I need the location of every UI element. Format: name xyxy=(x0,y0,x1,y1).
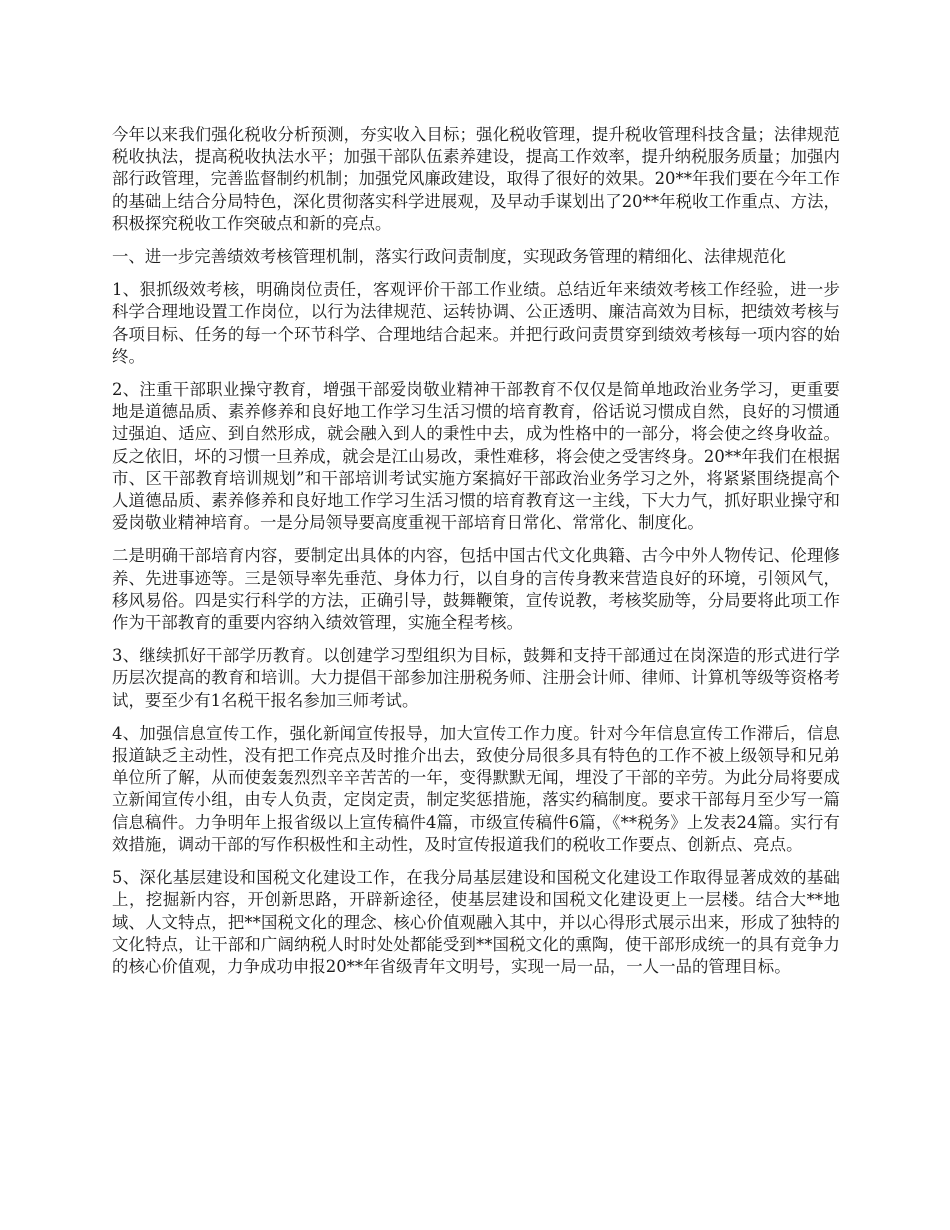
paragraph-item-1: 1、狠抓级效考核，明确岗位责任，客观评价干部工作业绩。总结近年来绩效考核工作经验，进一步科学合理地设置工作岗位，以行为法律规范、运转协调、公正透明、廉洁高效为目标，把绩效考核与各项目标、任务的每一个环节科学、合理地结合起来。并把行政问责贯穿到绩效考核每一项内容的始终。 xyxy=(112,280,840,366)
document-body xyxy=(112,124,840,989)
paragraph-intro: 今年以来我们强化税收分析预测，夯实收入目标；强化税收管理，提升税收管理科技含量；法律规范税收执法，提高税收执法水平；加强干部队伍素养建设，提高工作效率，提升纳税服务质量；加强内部行政管理，完善监督制约机制；加强党风廉政建设，取得了很好的效果。20**年我们要在今年工作的基础上结合分局特色，深化贯彻落实科学进展观，及早动手谋划出了20**年税收工作重点、方法，积极探究税收工作突破点和新的亮点。 xyxy=(112,125,840,233)
paragraph-item-5: 5、深化基层建设和国税文化建设工作，在我分局基层建设和国税文化建设工作取得显著成效的基础上，挖掘新内容，开创新思路，开辟新途径，使基层建设和国税文化建设更上一层楼。结合大**地域、人文特点，把**国税文化的理念、核心价值观融入其中，并以心得形式展示出来，形成了独特的文化特点，让干部和广阔纳税人时时处处都能受到**国税文化的熏陶，使干部形成统一的具有竞争力的核心价值观，力争成功申报20**年省级青年文明号，实现一局一品，一人一品的管理目标。 xyxy=(112,868,840,976)
paragraph-item-4: 4、加强信息宣传工作，强化新闻宣传报导，加大宣传工作力度。针对今年信息宣传工作滞后，信息报道缺乏主动性，没有把工作亮点及时推介出去，致使分局很多具有特色的工作不被上级领导和兄弟单位所了解，从而使轰轰烈烈辛辛苦苦的一年，变得默默无闻，埋没了干部的辛劳。为此分局将要成立新闻宣传小组，由专人负责，定岗定责，制定奖惩措施，落实约稿制度。要求干部每月至少写一篇信息稿件。力争明年上报省级以上宣传稿件4篇，市级宣传稿件6篇，《**税务》上发表24篇。实行有效措施，调动干部的写作积极性和主动性，及时宣传报道我们的税收工作要点、创新点、亮点。 xyxy=(112,723,840,854)
paragraph-item-2-continued: 二是明确干部培育内容，要制定出具体的内容，包括中国古代文化典籍、古今中外人物传记、伦理修养、先进事迹等。三是领导率先垂范、身体力行，以自身的言传身教来营造良好的环境，引领风气，移风易俗。四是实行科学的方法，正确引导，鼓舞鞭策，宣传说教，考核奖励等，分局要将此项工作作为干部教育的重要内容纳入绩效管理，实施全程考核。 xyxy=(112,546,840,633)
paragraph-item-3: 3、继续抓好干部学历教育。以创建学习型组织为目标，鼓舞和支持干部通过在岗深造的形式进行学历层次提高的教育和培训。大力提倡干部参加注册税务师、注册会计师、律师、计算机等级等资格考试，要至少有1名税干报名参加三师考试。 xyxy=(112,646,840,710)
section-heading-1: 一、进一步完善绩效考核管理机制，落实行政问责制度，实现政务管理的精细化、法律规范化 xyxy=(112,247,787,267)
paragraph-item-2: 2、注重干部职业操守教育，增强干部爱岗敬业精神干部教育不仅仅是简单地政治业务学习，更重要地是道德品质、素养修养和良好地工作学习生活习惯的培育教育，俗话说习惯成自然，良好的习惯通过强迫、适应、到自然形成，就会融入到人的秉性中去，成为性格中的一部分，将会使之终身收益。反之依旧，坏的习惯一旦养成，就会是江山易改，秉性难移，将会使之受害终身。20**年我们在根据市、区干部教育培训规划”和干部培训考试实施方案搞好干部政治业务学习之外，将紧紧围绕提高个人道德品质、素养修养和良好地工作学习生活习惯的培育教育这一主线，下大力气，抓好职业操守和爱岗敬业精神培育。一是分局领导要高度重视干部培育日常化、常常化、制度化。 xyxy=(112,380,840,533)
